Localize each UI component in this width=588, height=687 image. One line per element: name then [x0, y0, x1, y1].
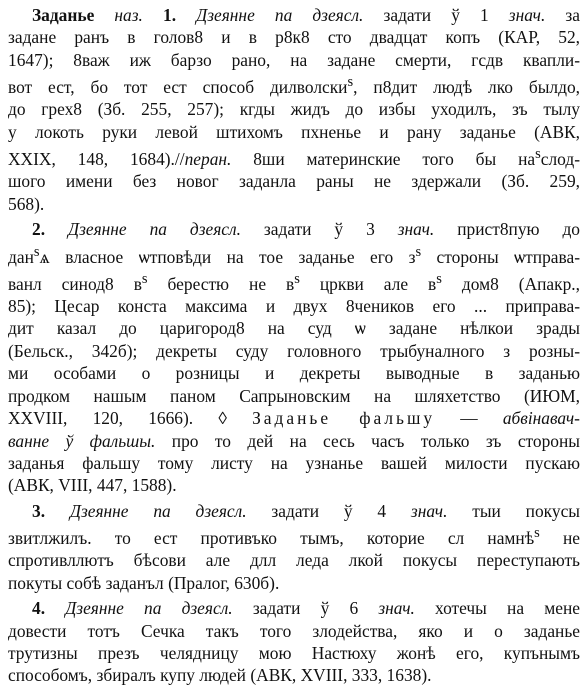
text-line: заданья фальшу тому листу на узнанье вашей милости пускаю — [8, 452, 580, 473]
text-line: 1647); 8важ иж барзо рано, на задане смерти, гсдв квапли- — [8, 49, 580, 70]
definition: Дзеянне па дзеясл. — [65, 598, 233, 619]
text-line: 3. Дзеянне па дзеясл. задати ў 4 знач. тыи покусы — [32, 500, 580, 521]
phrase: Заданье фальшу — [252, 408, 436, 429]
text-line: (АВК, VIII, 447, 1588). — [8, 475, 177, 496]
headword: Заданье — [32, 5, 95, 25]
text-line: шого имени без новог заданла раны не здержали (Зб. 259, — [8, 171, 580, 192]
text-line: XXVIII, 120, 1666). ◊ Заданье фальшу — абвінавач- — [8, 408, 580, 429]
sense-1 — [8, 4, 580, 215]
text-line: трутизны презъ челядницу мою Настюху жонѣ его, купънымъ — [8, 642, 580, 663]
sense-4 — [8, 597, 580, 687]
text-line: 2. Дзеянне па дзеясл. задати ў 3 знач. прист8пую до — [32, 219, 580, 240]
sense-2 — [8, 218, 580, 496]
sense-number: 2. — [32, 219, 46, 240]
text-line: задане ранъ в голов8 и в р8к8 сто двадцат копъ (КАР, 52, — [8, 27, 580, 48]
text-line: ми особами о розницы и декреты выводные в заданью — [8, 363, 580, 384]
text-line: спротивллютъ бѣсови але длл леда лкой покусы переступають — [8, 550, 580, 571]
text-line: дит казал до царигород8 на суд ѡ задане нѣлкои зрады — [8, 318, 580, 339]
sense-number: 3. — [32, 500, 46, 521]
text-line: вот ест, бо тот ест способ дилволски$^s$, п8дит людѣ лко былдо, — [8, 74, 580, 98]
text-line: Заданье наз. 1. Дзеянне па дзеясл. задати ў 1 знач. за — [32, 5, 580, 25]
text-line: ванл синод8 $в^s$ берестю не $в^s$ цркви але $в^s$ дом8 (Апакр., — [8, 270, 580, 294]
sense-number: 1. — [163, 5, 177, 25]
text-line: до грех8 (Зб. 255, 257); кгды жидъ до избы уходилъ, зъ тылу — [8, 99, 580, 120]
text-line: дан$^s$ѧ власное ѡтповѣди на тое заданье его $з^s$ стороны ѡтправа- — [8, 243, 580, 267]
phrase-definition: абвінавач- — [502, 408, 580, 429]
sense-3 — [8, 500, 580, 594]
text-line: звитлжилъ. то ест противъко тымъ, которие сл намнѣ$^s$ не — [8, 525, 580, 548]
text-line: 568). — [8, 193, 45, 214]
text-line: продком нашым паном Сапрыновским на шляхетство (ИЮМ, — [8, 385, 580, 406]
definition: Дзеянне па дзеясл. — [196, 5, 364, 25]
text-line: покуты собѣ заданъл (Пралог, 630б). — [8, 572, 280, 593]
text-line: ванне ў фальшы. про то дей на сесь часъ только зъ стороны — [8, 430, 580, 451]
text-line: у локоть руки левой штихомъ пхненье и рану заданье (АВК, — [8, 121, 580, 142]
definition: Дзеянне па дзеясл. — [69, 500, 247, 521]
figurative-label: перан. — [184, 149, 232, 170]
text-line: способомъ, збиралъ купу людей (АВК, XVIII, 333, 1638). — [8, 665, 432, 686]
definition: Дзеянне па дзеясл. — [68, 219, 241, 240]
text-line: 4. Дзеянне па дзеясл. задати ў 6 знач. хотечы на мене — [32, 598, 580, 619]
text-line: XXIX, 148, 1684).//перан. 8ши материнские того бы $на^sслод-$ — [8, 146, 580, 170]
text-line: (Бельск., 342б); декреты суду головного трыбуналного з розны- — [8, 340, 580, 361]
text-line: довести тотъ Сечка такъ того злодейства, яко и о заданье — [8, 620, 580, 641]
text-line: 85); Цесар конста максима и двух 8чеников его ... приправа- — [8, 296, 580, 317]
sense-number: 4. — [32, 598, 46, 619]
grammar-label: наз. — [114, 5, 143, 25]
